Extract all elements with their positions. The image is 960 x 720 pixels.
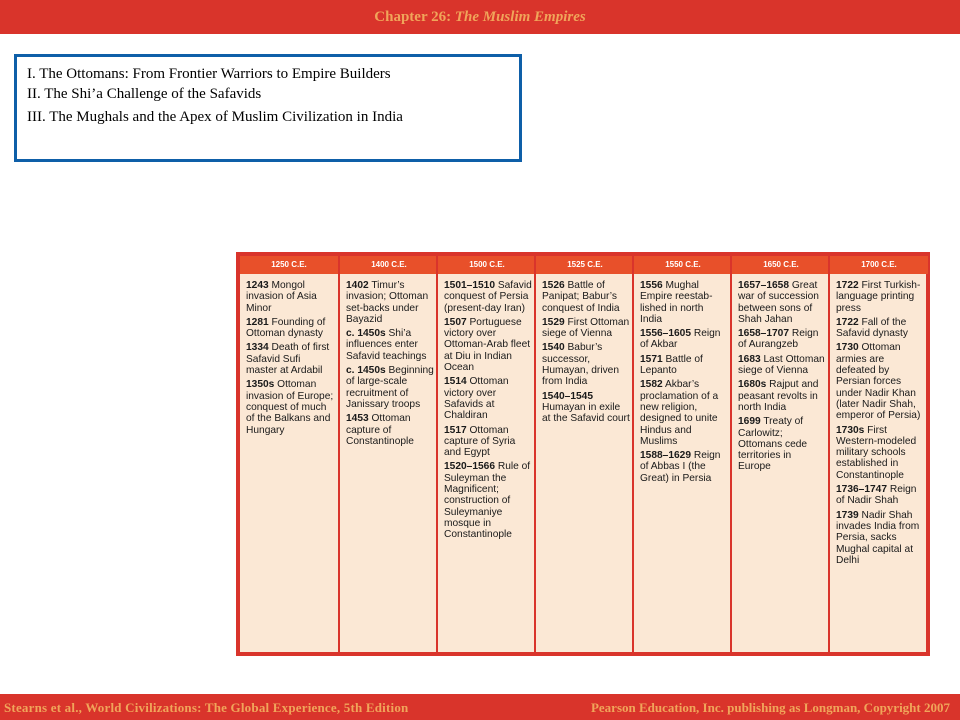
timeline-event (738, 328, 826, 351)
event-date: 1520–1566 (444, 461, 495, 473)
timeline-column (240, 256, 338, 652)
timeline-column (828, 256, 928, 652)
event-date: 1501–1510 (444, 280, 495, 291)
timeline-column-header: 1525 C.E. (536, 256, 634, 274)
event-text: Ottoman capture of Syria and Egypt (444, 424, 516, 459)
timeline-event (444, 376, 532, 421)
event-date: 1517 (444, 424, 467, 436)
timeline-event (444, 317, 532, 373)
timeline-events (634, 274, 732, 484)
chapter-prefix: Chapter 26: (374, 9, 455, 25)
event-text: Last Ottoman siege of Vienna (738, 353, 825, 377)
event-date: 1736–1747 (836, 484, 887, 496)
timeline-event (542, 391, 630, 425)
timeline-event (836, 425, 924, 481)
timeline-table (236, 252, 930, 656)
event-date: 1730 (836, 342, 859, 354)
chapter-name: The Muslim Empires (454, 9, 586, 25)
timeline-column (632, 256, 732, 652)
event-date: 1243 (246, 280, 269, 291)
event-text: Shi’a influences enter Safavid teachings (346, 328, 427, 362)
event-text: Ottoman invasion of Europe; conquest of much of the Balkans and Hungary (246, 379, 334, 436)
event-text: Battle of Lepanto (640, 353, 703, 377)
outline-item: I. The Ottomans: From Frontier Warriors to Empire Builders (27, 66, 391, 82)
timeline-event (836, 510, 924, 566)
event-date: 1722 (836, 316, 859, 328)
timeline-events (438, 274, 536, 541)
event-date: 1683 (738, 353, 761, 365)
timeline-event (640, 280, 728, 325)
event-date: 1529 (542, 316, 565, 328)
timeline-column (534, 256, 634, 652)
event-text: Great war of succession between sons of Shah Jahan (738, 280, 819, 325)
event-text: Portuguese victory over Ottoman-Arab fleet at Diu in Indian Ocean (444, 316, 531, 374)
event-text: Founding of Ottoman dynasty (246, 316, 326, 340)
timeline-event (346, 413, 434, 447)
event-date: 1526 (542, 280, 565, 291)
event-text: Treaty of Carlowitz; Ottomans cede territories in Europe (738, 416, 808, 473)
event-text: Reign of Akbar (640, 328, 721, 351)
event-text: Humayan in exile at the Safavid court (542, 401, 630, 425)
event-date: 1402 (346, 280, 369, 291)
event-date: c. 1450s (346, 365, 386, 377)
timeline-event (836, 317, 924, 340)
timeline-event (836, 342, 924, 421)
timeline-column (730, 256, 830, 652)
timeline-column-header: 1400 C.E. (340, 256, 438, 274)
timeline-event (640, 328, 728, 351)
timeline-events (830, 274, 928, 566)
timeline-event (444, 425, 532, 459)
event-text: Reign of Abbas I (the Great) in Persia (640, 450, 721, 484)
event-text: Death of first Safavid Sufi master at Ardabil (246, 342, 330, 377)
timeline-events (536, 274, 634, 425)
event-text: First Turkish-language printing press (836, 280, 921, 314)
timeline-event (738, 280, 826, 325)
timeline-events (732, 274, 830, 473)
event-date: 1514 (444, 376, 467, 388)
title-bar (0, 0, 960, 34)
timeline-event (738, 416, 826, 472)
footer-copyright: Pearson Education, Inc. publishing as Longman, Copyright 2007 (590, 700, 950, 715)
event-date: 1699 (738, 416, 761, 428)
timeline-event (640, 379, 728, 447)
event-date: 1722 (836, 280, 859, 291)
timeline-event (346, 328, 434, 362)
timeline-column-header: 1550 C.E. (634, 256, 732, 274)
event-date: 1658–1707 (738, 328, 789, 340)
event-text: Rajput and peasant revolts in north India (738, 379, 819, 413)
timeline-body (240, 256, 926, 652)
event-date: 1680s (738, 379, 767, 391)
event-text: Fall of the Safavid dynasty (836, 316, 908, 340)
timeline-event (444, 280, 532, 314)
event-date: 1556 (640, 280, 663, 291)
timeline-event (640, 354, 728, 377)
event-text: Ottoman victory over Safavids at Chaldiran (444, 376, 509, 422)
event-date: 1350s (246, 379, 275, 391)
event-text: Timur’s invasion; Ottoman set-backs under Bayazid (346, 280, 429, 325)
timeline-event (738, 379, 826, 413)
timeline-event (542, 317, 630, 340)
timeline-event (246, 379, 334, 435)
timeline-column (436, 256, 536, 652)
timeline-events (340, 274, 438, 447)
event-date: 1582 (640, 379, 663, 391)
timeline-event (836, 280, 924, 314)
outline-item: III. The Mughals and the Apex of Muslim Civilization in India (27, 109, 403, 125)
timeline-column (338, 256, 438, 652)
event-date: 1453 (346, 413, 369, 425)
event-date: c. 1450s (346, 328, 386, 340)
event-text: Akbar’s proclamation of a new religion, designed to unite Hindus and Muslims (640, 379, 719, 447)
timeline-event (444, 461, 532, 540)
event-date: 1507 (444, 316, 467, 328)
event-date: 1281 (246, 316, 269, 328)
timeline-column-header: 1650 C.E. (732, 256, 830, 274)
event-date: 1540 (542, 342, 565, 354)
event-text: Mongol invasion of Asia Minor (246, 280, 317, 314)
timeline-event (346, 280, 434, 325)
timeline-event (542, 280, 630, 314)
timeline-events (240, 274, 338, 436)
timeline-column-header: 1700 C.E. (830, 256, 928, 274)
outline-item: II. The Shi’a Challenge of the Safavids (27, 86, 262, 102)
event-date: 1556–1605 (640, 328, 691, 340)
timeline-event (542, 342, 630, 387)
event-text: Reign of Nadir Shah (836, 484, 917, 507)
chapter-title (0, 9, 960, 26)
event-text: Ottoman capture of Constantinople (346, 413, 414, 447)
event-text: Reign of Aurangzeb (738, 328, 819, 351)
event-text: Nadir Shah invades India from Persia, sacks Mughal capital at Delhi (836, 509, 920, 566)
event-date: 1571 (640, 353, 663, 365)
event-date: 1730s (836, 424, 865, 436)
timeline-event (738, 354, 826, 377)
event-date: 1588–1629 (640, 450, 691, 462)
event-text: Safavid conquest of Persia (present-day Iran) (444, 280, 532, 314)
timeline-event (640, 450, 728, 484)
event-text: Babur’s successor, Humayan, driven from India (542, 342, 620, 388)
event-date: 1334 (246, 342, 269, 354)
outline-box (14, 54, 522, 162)
event-date: 1739 (836, 509, 859, 521)
timeline-event (836, 484, 924, 507)
event-text: Beginning of large-scale recruitment of Janissary troops (346, 365, 434, 410)
timeline-event (246, 342, 334, 376)
event-text: First Ottoman siege of Vienna (542, 316, 630, 340)
event-date: 1540–1545 (542, 390, 593, 402)
timeline-event (246, 317, 334, 340)
event-date: 1657–1658 (738, 280, 789, 291)
timeline-event (346, 365, 434, 410)
timeline-column-header: 1250 C.E. (240, 256, 338, 274)
event-text: First Western-modeled military schools established in Constantinople (836, 424, 917, 481)
event-text: Mughal Empire reestab-lished in north India (640, 280, 713, 325)
event-text: Rule of Suleyman the Magnificent; construction of Suleymaniye mosque in Constantinople (444, 461, 531, 541)
timeline-column-header: 1500 C.E. (438, 256, 536, 274)
event-text: Battle of Panipat; Babur’s conquest of India (542, 280, 620, 314)
footer-citation: Stearns et al., World Civilizations: The Global Experience, 5th Edition (4, 700, 409, 715)
event-text: Ottoman armies are defeated by Persian forces under Nadir Khan (later Nadir Shah, emperor of Persia) (836, 342, 921, 422)
timeline-event (246, 280, 334, 314)
footer-bar (0, 694, 960, 720)
